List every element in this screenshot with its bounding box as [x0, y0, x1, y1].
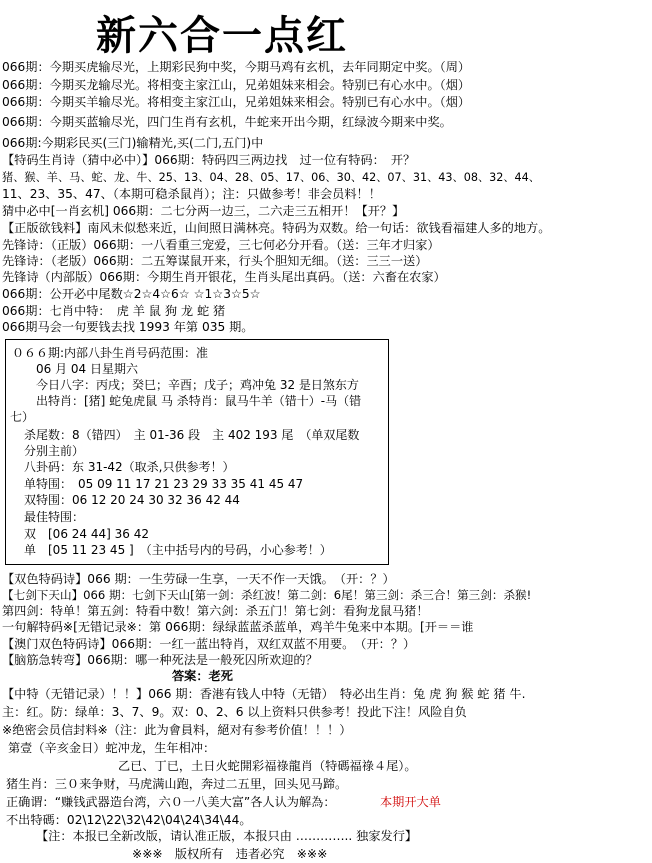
- text-line: 066期:今期彩民买(三门)输精光,买(二门,五门)中: [2, 136, 264, 150]
- box-dan2: 单 [05 11 23 45 ] （主中括号内的号码，小心参考！）: [24, 543, 332, 557]
- box-chute-cont: 七）: [10, 410, 35, 424]
- text-line: 一句解特码※[无错记录※：第 066期：绿绿蓝蓝杀蓝单，鸡羊牛兔来中本期。[开＝＝谁: [2, 620, 474, 634]
- page-title: 新六合一点红: [96, 12, 348, 59]
- text-line: 第壹（辛亥金日）蛇冲龙，生年相冲：: [8, 741, 216, 755]
- text-line: 066期：今期买龙输尽光。将相变主家江山，兄弟姐妹来相会。特别已有心水中。（烟）: [2, 78, 471, 92]
- box-shuang2: 双 [06 24 44] 36 42: [24, 527, 149, 541]
- text-line: ※绝密会员信封料※（注：此为會員料，絕对有参考价值！！！）: [2, 723, 352, 737]
- footer-note: 【注：本报已全新改版，请认准正版，本报只由 ………….. 独家发行】: [36, 829, 418, 843]
- box-dan: 单特围： 05 09 11 17 21 23 29 33 35 41 45 47: [24, 477, 304, 491]
- text-line: 066期：七肖中特： 虎 羊 鼠 狗 龙 蛇 猪: [2, 304, 226, 318]
- box-shuang: 双特围：06 12 20 24 30 32 36 42 44: [24, 493, 240, 507]
- text-line: 正确谓：“赚钱武器造台湾，六０一八美大富”各人认为解為：: [6, 795, 336, 809]
- text-line: 066期：今期买蓝输尽光，四门生肖有玄机，牛蛇来开出今期，红绿波今期来中奖。: [2, 115, 452, 129]
- text-line: 066期：公开必中尾数☆2☆4☆6☆ ☆1☆3☆5☆: [2, 287, 261, 301]
- copyright-line: ※※※ 版权所有 违者必究 ※※※: [132, 847, 328, 861]
- text-line: 【特码生肖诗（猜中必中）】066期：特码四三两边找 过一位有特码： 开？: [2, 153, 416, 167]
- text-line: 【双色特码诗】066 期：一生劳碌一生享，一天不作一天饿。 （开：？）: [2, 572, 395, 586]
- box-date: 06 月 04 日星期六: [36, 362, 138, 376]
- highlight-text: 本期开大单: [380, 795, 441, 809]
- box-header: ０６６期:内部八卦生肖号码范围：准: [12, 346, 209, 360]
- box-bazi: 今日八字：丙戌；癸巳；辛酉；戊子；鸡冲兔 32 是日煞东方: [36, 378, 359, 392]
- text-line: 【脑筋急转弯】066期：哪一种死法是一般死囚所欢迎的？: [2, 653, 318, 667]
- text-line: 【七剑下天山】066 期：七剑下天山[第一剑：杀红波！第二剑：6尾！第三剑：杀三合！第三剑：杀猴!: [2, 588, 532, 602]
- text-line: 066期：今期买羊输尽光。将相变主家江山，兄弟姐妹来相会。特别已有心水中。（烟）: [2, 95, 471, 109]
- text-line: 066期：今期买虎输尽光，上期彩民狗中奖，今期马鸡有玄机，去年同期定中奖。（周）: [2, 60, 471, 74]
- box-chute: 出特肖：[猪] 蛇兔虎鼠 马 杀特肖：鼠马牛羊（错十）-马（错: [36, 394, 362, 408]
- text-line: 先锋诗（内部版）066期：今期生肖开银花，生肖头尾出真码。（送：六畜在农家）: [2, 270, 446, 284]
- text-line: 【中特（无错记录）！！】066 期：香港有钱人中特（无错） 特必出生肖：兔 虎 狗 猴 蛇 猪 牛.: [2, 687, 526, 701]
- answer-text: 答案：老死: [172, 669, 233, 683]
- text-line: 主：红。防：绿单：3、7、9。双：0、2、6 以上资料只供参考！投此下注！风险自负: [2, 705, 467, 719]
- text-line: 先锋诗：（老版）066期：二五筹谋鼠开来，行头个胆知无细。（送：三三一送）: [2, 254, 428, 268]
- text-line: 乙已、丁已，土日火蛇開彩福祿龍肖（特碼福祿４尾）。: [118, 759, 417, 773]
- text-line: 066期马会一句要钱去找 1993 年第 035 期。: [2, 320, 254, 334]
- box-weishu-cont: 分别主前）: [24, 444, 85, 458]
- bagua-box: [5, 339, 389, 565]
- text-line: 11、23、35、47、（本期可稳杀鼠肖）；注：只做参考！非会员料！！: [2, 187, 381, 201]
- text-line: 猜中必中[一肖玄机] 066期：二七分两一边三，二六走三五相开！【开？】: [2, 204, 405, 218]
- box-best: 最佳特围：: [24, 510, 85, 524]
- text-line: 【正版欲钱料】南风未似愁来近，山间照日满林亮。特码为双数。给一句话：欲钱看福建人多的地方。: [2, 221, 551, 235]
- text-line: 猪生肖：三０来争财，马虎满山跑，奔过二五里，回头见马蹄。: [6, 777, 348, 791]
- text-line: 猪、猴、羊、马、蛇、龙、牛、25、13、04、28、05、17、06、30、42、07、31、43、08、32、44、: [2, 171, 540, 184]
- text-line: 【澳门双色特码诗】066期：一红一蓝出特肖，双红双蓝不用要。 （开：？）: [2, 637, 416, 651]
- text-line: 第四剑：特单！第五剑：特看中数！第六剑：杀五门！第七剑：看狗龙鼠马猪！: [2, 604, 429, 618]
- text-line: 先锋诗：（正版）066期：一八看重三宠爱，三七何必分开看。（送：三年才归家）: [2, 238, 440, 252]
- text-line: 不出特碼：02\12\22\32\42\04\24\34\44。: [6, 813, 252, 827]
- box-weishu: 杀尾数：8（错四） 主 01-36 段 主 402 193 尾 （单双尾数: [24, 428, 360, 442]
- box-bagua: 八卦码：东 31-42（取杀,只供参考！）: [24, 460, 235, 474]
